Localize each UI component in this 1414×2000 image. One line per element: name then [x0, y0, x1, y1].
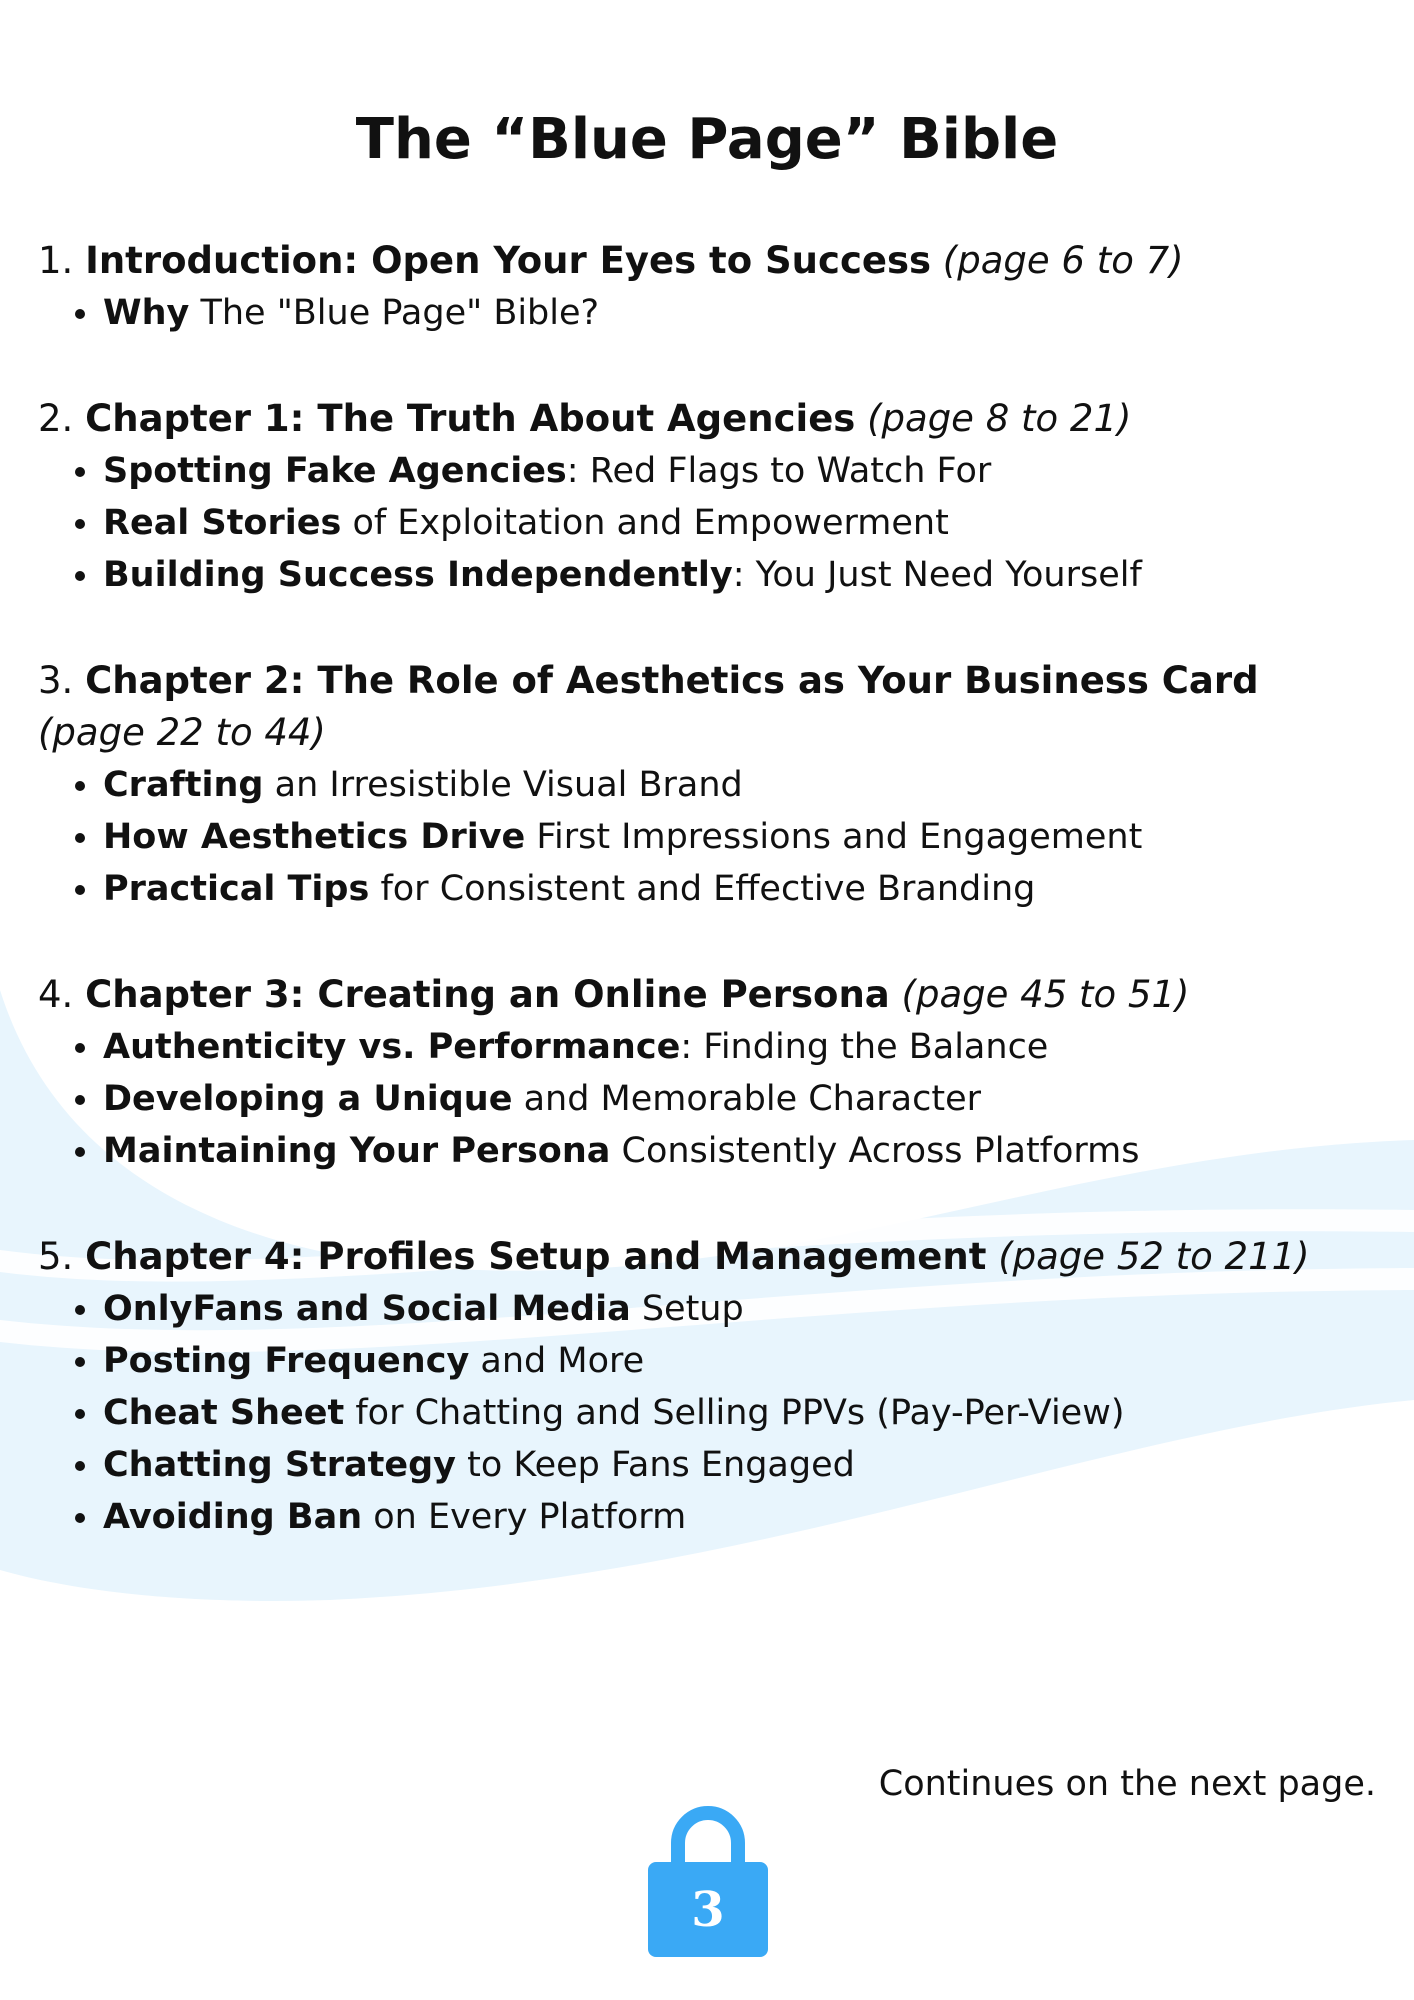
page-title: The “Blue Page” Bible [355, 107, 1059, 172]
list-item [103, 549, 1368, 601]
bullet-icon [75, 1409, 85, 1419]
item-bold-text: Posting Frequency [103, 1341, 470, 1381]
list-item [103, 759, 1368, 811]
item-bold-text: How Aesthetics Drive [103, 817, 526, 857]
section-item-list [38, 1021, 1368, 1177]
item-text: to Keep Fans Engaged [456, 1445, 855, 1485]
bullet-icon [75, 1147, 85, 1157]
item-text: First Impressions and Engagement [525, 817, 1143, 857]
item-bold-text: Building Success Independently [103, 555, 733, 595]
section-number: 2. [38, 397, 74, 440]
table-of-contents [38, 235, 1368, 1597]
section-heading [38, 655, 1368, 759]
page-number: 3 [691, 1881, 725, 1938]
item-text: : You Just Need Yourself [732, 555, 1142, 595]
item-bold-text: Authenticity vs. Performance [103, 1027, 681, 1067]
item-text: for Chatting and Selling PPVs (Pay-Per-View) [344, 1393, 1125, 1433]
item-text: Consistently Across Platforms [610, 1131, 1140, 1171]
item-text: : Red Flags to Watch For [566, 451, 992, 491]
item-text: on Every Platform [362, 1497, 687, 1537]
section-title: Chapter 1: The Truth About Agencies [85, 397, 856, 440]
bullet-icon [75, 1513, 85, 1523]
item-bold-text: Why [103, 293, 190, 333]
bullet-icon [75, 885, 85, 895]
item-text: Setup [630, 1289, 744, 1329]
section-item-list [38, 445, 1368, 601]
item-text: for Consistent and Effective Branding [369, 869, 1036, 909]
section-heading [38, 235, 1368, 287]
bullet-icon [75, 519, 85, 529]
section-page-range: (page 22 to 44) [38, 711, 326, 754]
section-heading [38, 393, 1368, 445]
item-text: of Exploitation and Empowerment [341, 503, 949, 543]
bullet-icon [75, 467, 85, 477]
item-text: an Irresistible Visual Brand [263, 765, 743, 805]
toc-section-chapter-3 [38, 969, 1368, 1177]
bullet-icon [75, 1357, 85, 1367]
item-bold-text: Maintaining Your Persona [103, 1131, 611, 1171]
list-item [103, 445, 1368, 497]
list-item [103, 1125, 1368, 1177]
section-number: 4. [38, 973, 74, 1016]
list-item [103, 1439, 1368, 1491]
section-title: Chapter 3: Creating an Online Persona [85, 973, 890, 1016]
section-heading [38, 969, 1368, 1021]
page-number-lock-icon [648, 1797, 768, 1957]
section-page-range: (page 8 to 21) [867, 397, 1132, 440]
section-number: 3. [38, 659, 74, 702]
toc-section-chapter-2 [38, 655, 1368, 915]
list-item [103, 287, 1368, 339]
bullet-icon [75, 1305, 85, 1315]
section-heading [38, 1231, 1368, 1283]
item-bold-text: OnlyFans and Social Media [103, 1289, 631, 1329]
item-bold-text: Developing a Unique [103, 1079, 513, 1119]
lock-body [648, 1862, 768, 1957]
section-item-list [38, 1283, 1368, 1543]
item-bold-text: Crafting [103, 765, 264, 805]
bullet-icon [75, 1095, 85, 1105]
item-bold-text: Cheat Sheet [103, 1393, 345, 1433]
bullet-icon [75, 833, 85, 843]
item-bold-text: Chatting Strategy [103, 1445, 456, 1485]
toc-section-chapter-4 [38, 1231, 1368, 1543]
toc-section-introduction [38, 235, 1368, 339]
section-title: Introduction: Open Your Eyes to Success [85, 239, 932, 282]
list-item [103, 497, 1368, 549]
toc-section-chapter-1 [38, 393, 1368, 601]
list-item [103, 811, 1368, 863]
list-item [103, 1073, 1368, 1125]
item-text: The "Blue Page" Bible? [189, 293, 600, 333]
section-number: 1. [38, 239, 74, 282]
list-item [103, 1491, 1368, 1543]
section-item-list [38, 759, 1368, 915]
item-text: : Finding the Balance [680, 1027, 1049, 1067]
bullet-icon [75, 1461, 85, 1471]
list-item [103, 1283, 1368, 1335]
section-page-range: (page 6 to 7) [942, 239, 1184, 282]
item-bold-text: Avoiding Ban [103, 1497, 363, 1537]
section-number: 5. [38, 1235, 74, 1278]
item-text: and Memorable Character [512, 1079, 982, 1119]
section-title: Chapter 4: Profiles Setup and Management [85, 1235, 987, 1278]
section-item-list [38, 287, 1368, 339]
bullet-icon [75, 309, 85, 319]
bullet-icon [75, 781, 85, 791]
list-item [103, 1335, 1368, 1387]
item-bold-text: Practical Tips [103, 869, 370, 909]
section-title: Chapter 2: The Role of Aesthetics as Your Business Card [85, 659, 1259, 702]
list-item [103, 863, 1368, 915]
section-page-range: (page 52 to 211) [998, 1235, 1310, 1278]
bullet-icon [75, 571, 85, 581]
list-item [103, 1021, 1368, 1073]
section-page-range: (page 45 to 51) [901, 973, 1190, 1016]
bullet-icon [75, 1043, 85, 1053]
item-bold-text: Spotting Fake Agencies [103, 451, 567, 491]
list-item [103, 1387, 1368, 1439]
item-bold-text: Real Stories [103, 503, 342, 543]
continues-note: Continues on the next page. [878, 1764, 1376, 1804]
item-text: and More [469, 1341, 645, 1381]
